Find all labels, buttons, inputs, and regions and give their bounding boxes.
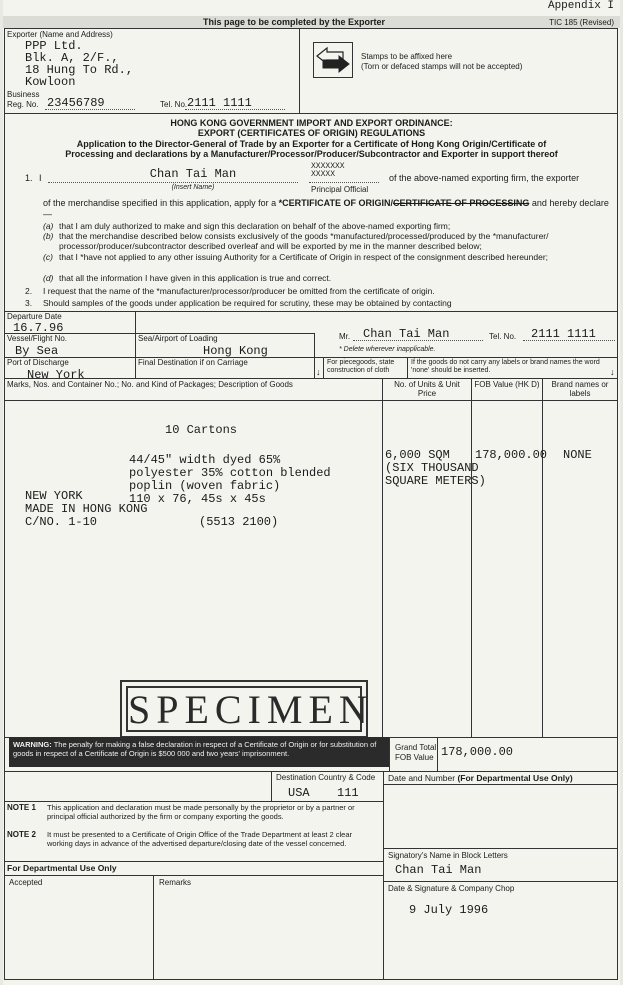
stamp-arrows-icon xyxy=(313,42,353,78)
title-line4: Processing and declarations by a Manufacturer/Processor/Producer/Subcontractor and Exporter in support thereof xyxy=(65,149,558,159)
units-qty: 6,000 SQM xyxy=(385,448,450,462)
grand-total-value: 178,000.00 xyxy=(441,745,514,759)
warning-label: WARNING: xyxy=(13,740,52,749)
discharge-label: Port of Discharge xyxy=(7,358,69,367)
units-words-1: (SIX THOUSAND xyxy=(385,461,479,475)
item-2-num: 2. xyxy=(25,286,33,296)
dept-date-label: Date and Number (For Departmental Use Only) xyxy=(388,773,573,783)
exporter-label: Exporter (Name and Address) xyxy=(7,30,113,39)
note-2: It must be presented to a Certificate of Origin Office of the Trade Department at least 2 clear working days in advance of the advertised departure/closing date of the vessel concerned. xyxy=(47,830,353,848)
discharge-value: New York xyxy=(27,368,85,382)
decl-a-label: (a) xyxy=(43,221,54,231)
exporter-tel-label: Tel. No. xyxy=(160,100,188,109)
down-arrow-icon: ↓ xyxy=(316,367,321,377)
piecegoods-note: For piecegoods, state construction of cloth xyxy=(327,359,395,374)
shipping-marks-1: NEW YORK xyxy=(25,489,83,503)
form-page xyxy=(3,0,620,985)
decl-c-label: (c) xyxy=(43,252,53,262)
contact-tel: 2111 1111 xyxy=(531,327,596,341)
grand-total-label: Grand Total xyxy=(395,743,437,752)
exporter-addr3: Kowloon xyxy=(25,75,76,89)
fob-value: 178,000.00 xyxy=(475,448,548,462)
goods-desc-4: 110 x 76, 45s x 45s xyxy=(129,492,266,506)
goods-desc-3: poplin (woven fabric) xyxy=(129,479,281,493)
decl-i: I xyxy=(39,173,42,183)
goods-desc-2: polyester 35% cotton blended xyxy=(129,466,331,480)
specimen-stamp: SPECIMEN xyxy=(120,680,368,738)
dept-use-label: For Departmental Use Only xyxy=(7,863,117,873)
units-words-2: SQUARE METERS) xyxy=(385,474,486,488)
contact-mr: Mr. xyxy=(339,332,351,341)
decl-rest: of the above-named exporting firm, the exporter xyxy=(389,173,580,183)
appendix-label: Appendix I xyxy=(547,0,614,12)
item-2: I request that the name of the *manufacturer/processor/producer be omitted from the certificate of origin. xyxy=(43,286,435,296)
decl-apply-line: of the merchandise specified in this application, apply for a *CERTIFICATE OF ORIGIN/CERTIFICATE OF PROCESSING and hereby declare— xyxy=(43,198,609,219)
warning-text: The penalty for making a false declaration in respect of a Certificate of Origin or for substitution of goods in respect of a Certificate of Origin is $500 000 and two years' imprisonment. xyxy=(13,740,377,758)
shipping-marks-3: C/NO. 1-10 xyxy=(25,515,98,529)
signature-date: 9 July 1996 xyxy=(409,903,489,917)
note-2-label: NOTE 2 xyxy=(7,830,36,839)
decl-d-label: (d) xyxy=(43,273,54,283)
declarant-name: Chan Tai Man xyxy=(149,167,237,181)
decl-b: that the merchandise described below consists exclusively of the goods *manufactured/processed/produced by the *manufacturer/ processor/producer/subcontractor described overleaf and will be exported by me in the manner described below; xyxy=(59,231,549,251)
destination-label: Destination Country & Code xyxy=(276,773,376,782)
loading-value: Hong Kong xyxy=(203,344,268,358)
business-reg-no: 23456789 xyxy=(47,96,105,110)
contact-tel-label: Tel. No. xyxy=(489,332,517,341)
completion-note: This page to be completed by the Exporter xyxy=(203,17,386,27)
struck-options: XXXXXXX XXXXX xyxy=(311,162,345,179)
packages: 10 Cartons xyxy=(165,423,238,437)
signatory-label: Signatory's Name in Block Letters xyxy=(388,851,508,860)
remarks-label: Remarks xyxy=(159,878,192,887)
exporter-name: PPP Ltd. xyxy=(25,39,83,53)
exporter-tel: 2111 1111 xyxy=(187,96,252,110)
decl-b-label: (b) xyxy=(43,231,54,241)
item-3: Should samples of the goods under application be required for scrutiny, these may be obtained by contacting xyxy=(43,298,452,308)
brand-note: If the goods do not carry any labels or brand names the word 'none' should be inserted. xyxy=(411,359,600,374)
vessel-label: Vessel/Flight No. xyxy=(7,334,68,343)
decl-num-1: 1. xyxy=(25,173,33,183)
units-header: No. of Units & Unit Price xyxy=(394,380,460,398)
form-code: TIC 185 (Revised) xyxy=(549,18,614,27)
final-destination-label: Final Destination if on Carriage xyxy=(138,358,248,367)
note-1: This application and declaration must be made personally by the proprietor or by a partner or principal official authorized by the firm or company exporting the goods. xyxy=(47,803,355,821)
brand-value: NONE xyxy=(563,448,592,462)
exporter-addr1: Blk. A, 2/F., xyxy=(25,51,119,65)
title-line3: Application to the Director-General of Trade by an Exporter for a Certificate of Hong Kong Origin/Certificate of xyxy=(76,139,547,149)
decl-c: that I *have not applied to any other issuing Authority for a Certificate of Origin in respect of the consignment described hereunder; xyxy=(59,252,549,262)
destination-code: 111 xyxy=(337,786,359,800)
brand-header: Brand names or labels xyxy=(551,380,609,398)
contact-name: Chan Tai Man xyxy=(363,327,450,341)
title-line1: HONG KONG GOVERNMENT IMPORT AND EXPORT ORDINANCE: xyxy=(170,118,453,128)
insert-name-note: (Insert Name) xyxy=(171,184,215,191)
hs-code: (5513 2100) xyxy=(199,515,279,529)
title-line2: EXPORT (CERTIFICATES OF ORIGIN) REGULATIONS xyxy=(197,128,426,138)
loading-label: Sea/Airport of Loading xyxy=(138,334,218,343)
fob-value-label: FOB Value xyxy=(395,753,434,762)
marks-header: Marks, Nos. and Container No.; No. and Kind of Packages; Description of Goods xyxy=(7,380,293,389)
note-1-label: NOTE 1 xyxy=(7,803,36,812)
date-signature-label: Date & Signature & Company Chop xyxy=(388,884,515,893)
stamp-note-2: (Torn or defaced stamps will not be accepted) xyxy=(361,62,523,71)
business-label: Business xyxy=(7,90,40,99)
reg-no-label: Reg. No. xyxy=(7,100,39,109)
decl-a: that I am duly authorized to make and sign this declaration on behalf of the above-named exporting firm; xyxy=(59,221,451,231)
signatory-name: Chan Tai Man xyxy=(395,863,482,877)
warning-box xyxy=(9,737,389,767)
vessel-value: By Sea xyxy=(15,344,59,358)
departure-date: 16.7.96 xyxy=(13,321,64,335)
fob-header: FOB Value (HK D) xyxy=(474,380,540,389)
decl-d: that all the information I have given in this application is true and correct. xyxy=(59,273,332,283)
shipping-marks-2: MADE IN HONG KONG xyxy=(25,502,148,516)
stamp-note-1: Stamps to be affixed here xyxy=(361,52,453,61)
item-3-num: 3. xyxy=(25,298,33,308)
destination-country: USA xyxy=(288,786,310,800)
principal-official: Principal Official xyxy=(311,185,369,194)
accepted-label: Accepted xyxy=(9,878,43,887)
down-arrow-icon-2: ↓ xyxy=(610,367,615,377)
goods-desc-1: 44/45" width dyed 65% xyxy=(129,453,281,467)
exporter-addr2: 18 Hung To Rd., xyxy=(25,63,134,77)
departure-label: Departure Date xyxy=(7,312,62,321)
delete-note: * Delete wherever inapplicable. xyxy=(339,346,436,353)
